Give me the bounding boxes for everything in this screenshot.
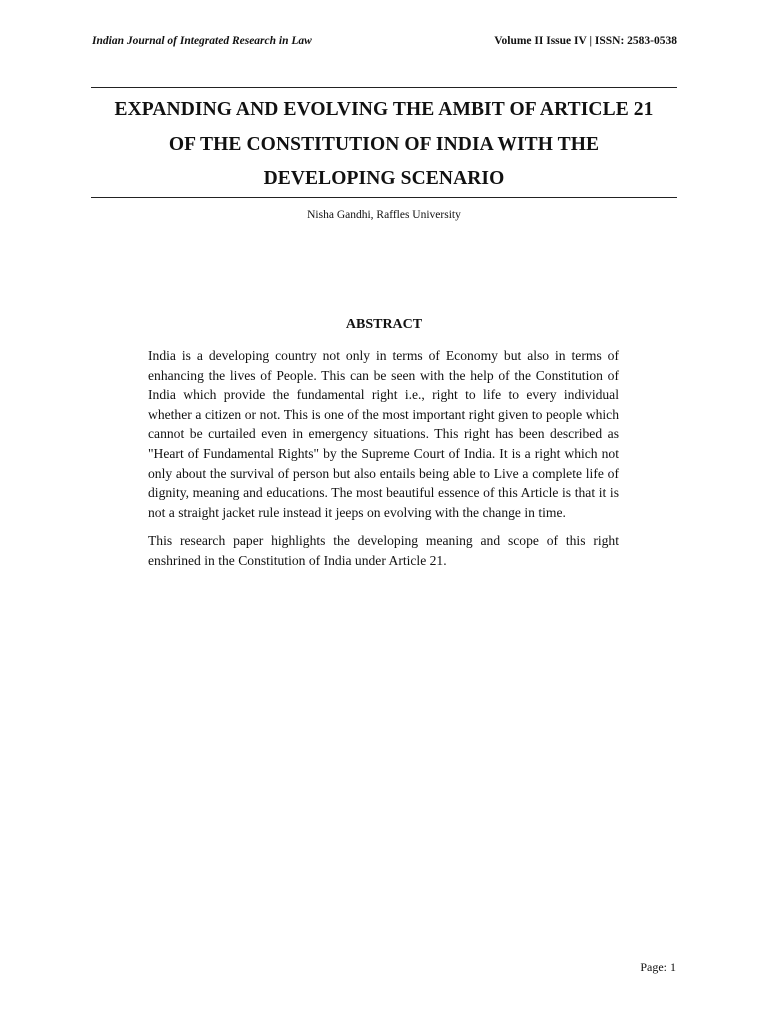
paper-title	[91, 93, 677, 197]
abstract-paragraph-2: This research paper highlights the developing meaning and scope of this right enshrined in the Constitution of India under Article 21.	[148, 533, 619, 568]
running-header	[92, 35, 677, 51]
journal-name: Indian Journal of Integrated Research in Law	[92, 35, 312, 47]
author-affiliation: Nisha Gandhi, Raffles University	[307, 209, 461, 221]
title-line-3: DEVELOPING SCENARIO	[263, 168, 505, 189]
abstract-heading: ABSTRACT	[345, 317, 423, 332]
title-bottom-rule	[91, 197, 677, 198]
title-top-rule	[91, 87, 677, 88]
page-number: Page: 1	[640, 960, 676, 974]
abstract-paragraph-1: India is a developing country not only in terms of Economy but also in terms of enhancing the lives of People. This can be seen with the help of the Constitution of India which provide the fundamental right i.e., right to life to every individual whether a citizen or not. This is one of the most important right given to people which cannot be curtailed even in emergency situations. This right has been described as "Heart of Fundamental Rights" by the Supreme Court of India. It is a right which not only about the survival of person but also entails being able to Live a complete life of dignity, meaning and educations. The most beautiful essence of this Article is that it is not a straight jacket rule instead it jeeps on evolving with the change in time.	[148, 348, 619, 520]
volume-issn: Volume II Issue IV | ISSN: 2583-0538	[494, 35, 677, 47]
abstract-body	[148, 346, 619, 571]
title-line-2: OF THE CONSTITUTION OF INDIA WITH THE	[168, 133, 600, 155]
title-line-1: EXPANDING AND EVOLVING THE AMBIT OF ARTICLE 21	[114, 99, 654, 120]
